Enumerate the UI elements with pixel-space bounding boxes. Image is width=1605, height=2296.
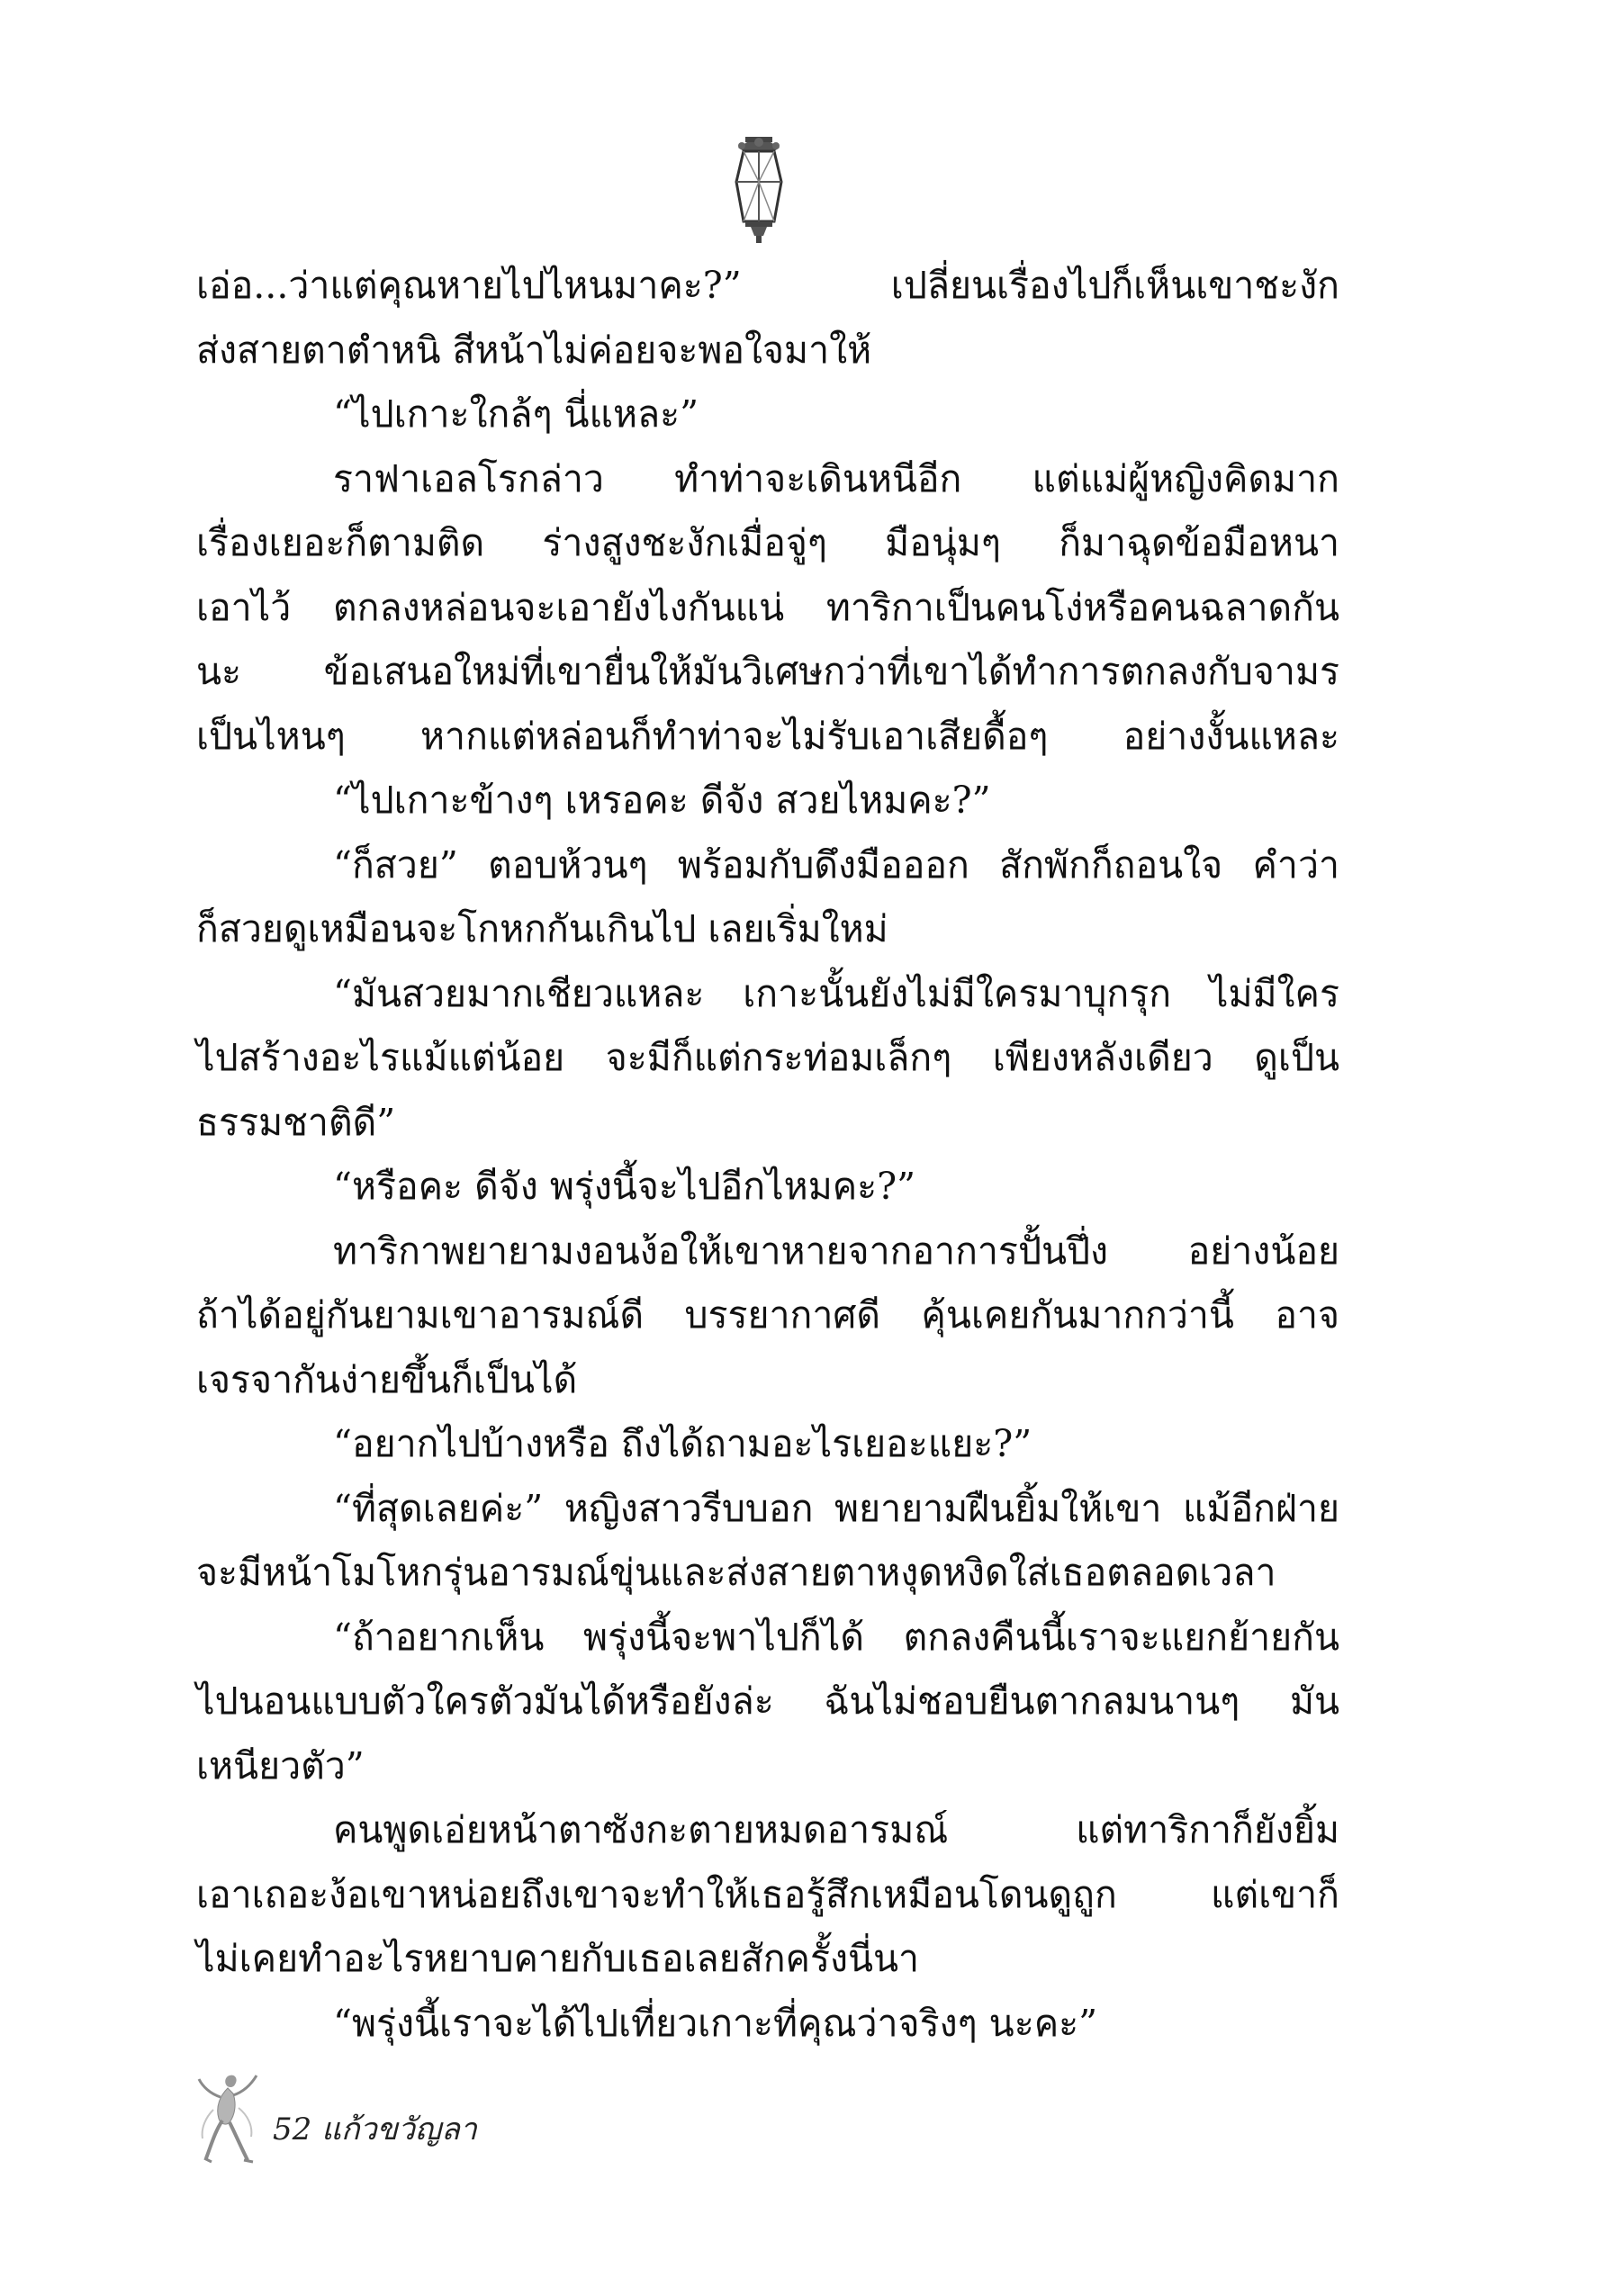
text-line: เอาเถอะง้อเขาหน่อยถึงเขาจะทำให้เธอรู้สึกเหมือนโดนดูถูก แต่เขาก็ <box>196 1872 1339 1916</box>
text-line: ธรรมชาติดี” <box>196 1100 396 1144</box>
text-line: “อยากไปบ้างหรือ ถึงได้ถามอะไรเยอะแยะ?” <box>333 1422 1032 1465</box>
text-line: คนพูดเอ่ยหน้าตาซังกะตายหมดอารมณ์ แต่ทาริกาก็ยังยิ้ม <box>333 1808 1339 1851</box>
body-text <box>196 254 1339 2056</box>
text-line: ไม่เคยทำอะไรหยาบคายกับเธอเลยสักครั้งนี่นา <box>196 1937 920 1980</box>
text-line: ทาริกาพยายามงอนง้อให้เขาหายจากอาการปั้นปึ่ง อย่างน้อย <box>333 1229 1339 1273</box>
text-line: “พรุ่งนี้เราจะได้ไปเที่ยวเกาะที่คุณว่าจริงๆ นะคะ” <box>333 2001 1098 2045</box>
text-line: “ก็สวย” ตอบห้วนๆ พร้อมกับดึงมือออก สักพักก็ถอนใจ คำว่า <box>333 842 1339 887</box>
text-line: เอ่อ...ว่าแต่คุณหายไปไหนมาคะ?” เปลี่ยนเรื่องไปก็เห็นเขาชะงัก <box>196 264 1339 307</box>
text-line: “มันสวยมากเชียวแหละ เกาะนั้นยังไม่มีใครมาบุกรุก ไม่มีใคร <box>333 971 1339 1015</box>
text-line: “ที่สุดเลยค่ะ” หญิงสาวรีบบอก พยายามฝืนยิ้มให้เขา แม้อีกฝ่าย <box>333 1486 1339 1530</box>
text-line: ราฟาเอลโรกล่าว ทำท่าจะเดินหนีอีก แต่แม่ผู้หญิงคิดมาก <box>333 456 1339 500</box>
text-line: ส่งสายตาตำหนิ สีหน้าไม่ค่อยจะพอใจมาให้ <box>196 328 872 372</box>
text-line: เหนียวตัว” <box>196 1743 365 1787</box>
text-line: เรื่องเยอะก็ตามติด ร่างสูงชะงักเมื่อจู่ๆ มือนุ่มๆ ก็มาฉุดข้อมือหนา <box>196 521 1339 564</box>
text-line: นะ ข้อเสนอใหม่ที่เขายื่นให้มันวิเศษกว่าที่เขาได้ทำการตกลงกับจามร <box>196 650 1339 693</box>
text-line: ก็สวยดูเหมือนจะโกหกกันเกินไป เลยเริ่มใหม่ <box>196 907 888 950</box>
lantern-icon <box>729 135 789 245</box>
text-line: “ไปเกาะใกล้ๆ นี่แหละ” <box>333 392 699 436</box>
book-title: แก้วขวัญลา <box>321 2111 477 2147</box>
text-line: เอาไว้ ตกลงหล่อนจะเอายังไงกันแน่ ทาริกาเป็นคนโง่หรือคนฉลาดกัน <box>196 585 1339 629</box>
dancer-figure-icon <box>194 2068 264 2165</box>
text-line: เป็นไหนๆ หากแต่หล่อนก็ทำท่าจะไม่รับเอาเสียดื้อๆ อย่างงั้นแหละ <box>196 714 1339 758</box>
text-line: “ถ้าอยากเห็น พรุ่งนี้จะพาไปก็ได้ ตกลงคืนนี้เราจะแยกย้ายกัน <box>333 1615 1339 1659</box>
text-line: จะมีหน้าโมโหกรุ่นอารมณ์ขุ่นและส่งสายตาหงุดหงิดใส่เธอตลอดเวลา <box>196 1551 1276 1594</box>
page-folio <box>273 2104 477 2153</box>
text-line: ไปสร้างอะไรแม้แต่น้อย จะมีก็แต่กระท่อมเล็กๆ เพียงหลังเดียว ดูเป็น <box>196 1036 1339 1079</box>
text-line: ถ้าได้อยู่กันยามเขาอารมณ์ดี บรรยากาศดี คุ้นเคยกันมากกว่านี้ อาจ <box>196 1293 1339 1337</box>
page-footer <box>194 2068 644 2167</box>
page-number: 52 <box>273 2111 312 2147</box>
text-line: เจรจากันง่ายขึ้นก็เป็นได้ <box>196 1357 578 1401</box>
text-line: “ไปเกาะข้างๆ เหรอคะ ดีจัง สวยไหมคะ?” <box>333 779 991 822</box>
text-line: “หรือคะ ดีจัง พรุ่งนี้จะไปอีกไหมคะ?” <box>333 1165 916 1208</box>
text-line: ไปนอนแบบตัวใครตัวมันได้หรือยังล่ะ ฉันไม่ชอบยืนตากลมนานๆ มัน <box>196 1679 1339 1723</box>
